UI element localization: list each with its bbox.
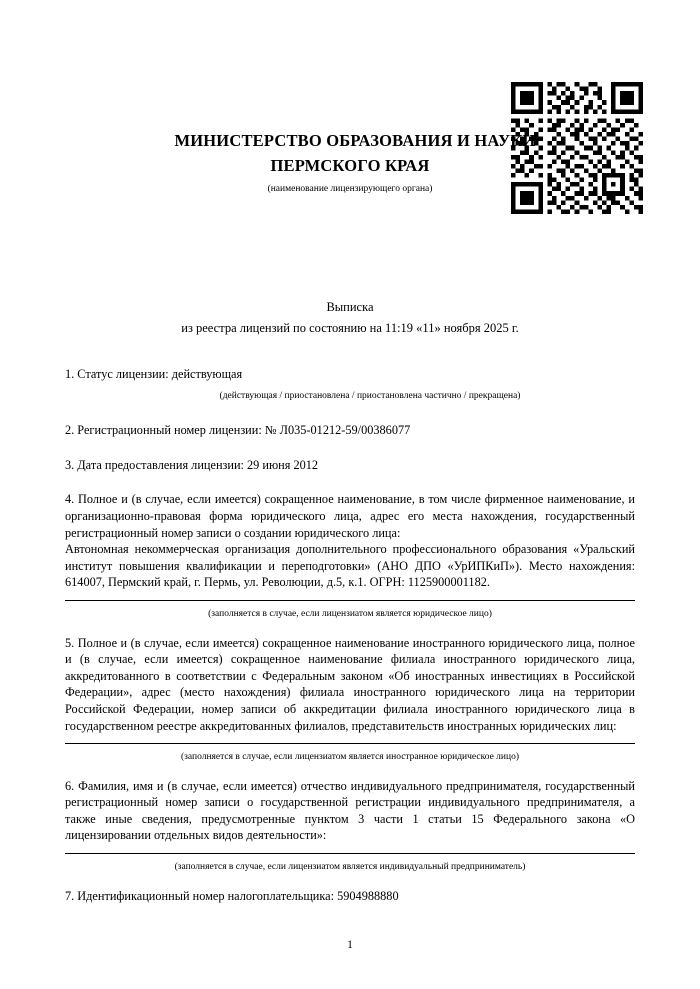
item-5-foreign-entity bbox=[65, 635, 635, 766]
item-7-taxpayer-number bbox=[65, 888, 635, 905]
item-6-rule bbox=[65, 853, 635, 854]
item-3-text: 3. Дата предоставления лицензии: 29 июня 2012 bbox=[65, 457, 319, 472]
item-4-rule bbox=[65, 600, 635, 601]
item-1-status bbox=[65, 366, 635, 404]
document-content bbox=[65, 366, 635, 904]
item-6-caption: (заполняется в случае, если лицензиатом является индивидуальный предприниматель) bbox=[174, 862, 526, 873]
document-header bbox=[0, 128, 700, 194]
item-5-rule bbox=[65, 743, 635, 744]
item-4-text: 4. Полное и (в случае, если имеется) сокращенное наименование, в том числе фирменное наименование, и организационно-правовая форма юридического лица, адрес его места нахождения, государственный регистрационный номер записи о создании юридического лица: bbox=[65, 492, 635, 540]
item-4-value: Автономная некоммерческая организация дополнительного профессионального образования «Уральский институт повышения квалификации и переподготовки» (АНО ДПО «УрИПКиП»). Место нахождения: 614007, Пермский край, г. Пермь, ул. Революции, д.5, к.1. ОГРН: 1125900001182. bbox=[65, 542, 635, 590]
item-1-text: 1. Статус лицензии: действующая bbox=[65, 367, 243, 381]
item-1-caption: (действующая / приостановлена / приостановлена частично / прекращена) bbox=[219, 390, 521, 401]
item-7-text: 7. Идентификационный номер налогоплательщика: 5904988880 bbox=[65, 888, 399, 903]
ministry-title-line1: МИНИСТЕРСТВО ОБРАЗОВАНИЯ И НАУКИ bbox=[174, 131, 536, 150]
item-3-issue-date bbox=[65, 457, 635, 474]
item-4-caption: (заполняется в случае, если лицензиатом является юридическое лицо) bbox=[208, 608, 492, 619]
ministry-title-line2: ПЕРМСКОГО КРАЯ bbox=[270, 156, 430, 175]
item-5-text: 5. Полное и (в случае, если имеется) сокращенное наименование иностранного юридического лица, полное и (в случае, если имеется) сокращенное наименование филиала иностранного юридического лица, аккредитованного в соответствии с Федеральным законом «Об иностранных инвестициях в Российской Федерации», адрес (место нахождения) филиала иностранного юридического лица на территории Российской Федерации, номер записи об аккредитации филиала иностранного юридического лица в государственном реестре аккредитованных филиалов, представительств иностранных юридических лиц: bbox=[65, 635, 635, 733]
title-line2: из реестра лицензий по состоянию на 11:19 «11» ноября 2025 г. bbox=[181, 321, 519, 335]
item-2-text: 2. Регистрационный номер лицензии: № Л035-01212-59/00386077 bbox=[65, 423, 411, 438]
ministry-title-caption: (наименование лицензирующего органа) bbox=[267, 184, 433, 194]
item-5-caption: (заполняется в случае, если лицензиатом является иностранное юридическое лицо) bbox=[181, 752, 519, 763]
item-4-legal-entity bbox=[65, 491, 635, 622]
document-title bbox=[0, 297, 700, 339]
item-2-registration-number bbox=[65, 422, 635, 439]
title-line1: Выписка bbox=[326, 300, 374, 314]
page-number: 1 bbox=[347, 939, 353, 951]
item-6-individual-entrepreneur bbox=[65, 778, 635, 876]
item-6-text: 6. Фамилия, имя и (в случае, если имеется) отчество индивидуального предпринимателя, государственный регистрационный номер записи о государственной регистрации индивидуального предпринимателя, а также иные сведения, предусмотренные пунктом 3 части 1 статьи 15 Федерального закона «О лицензировании отдельных видов деятельности»: bbox=[65, 778, 635, 843]
